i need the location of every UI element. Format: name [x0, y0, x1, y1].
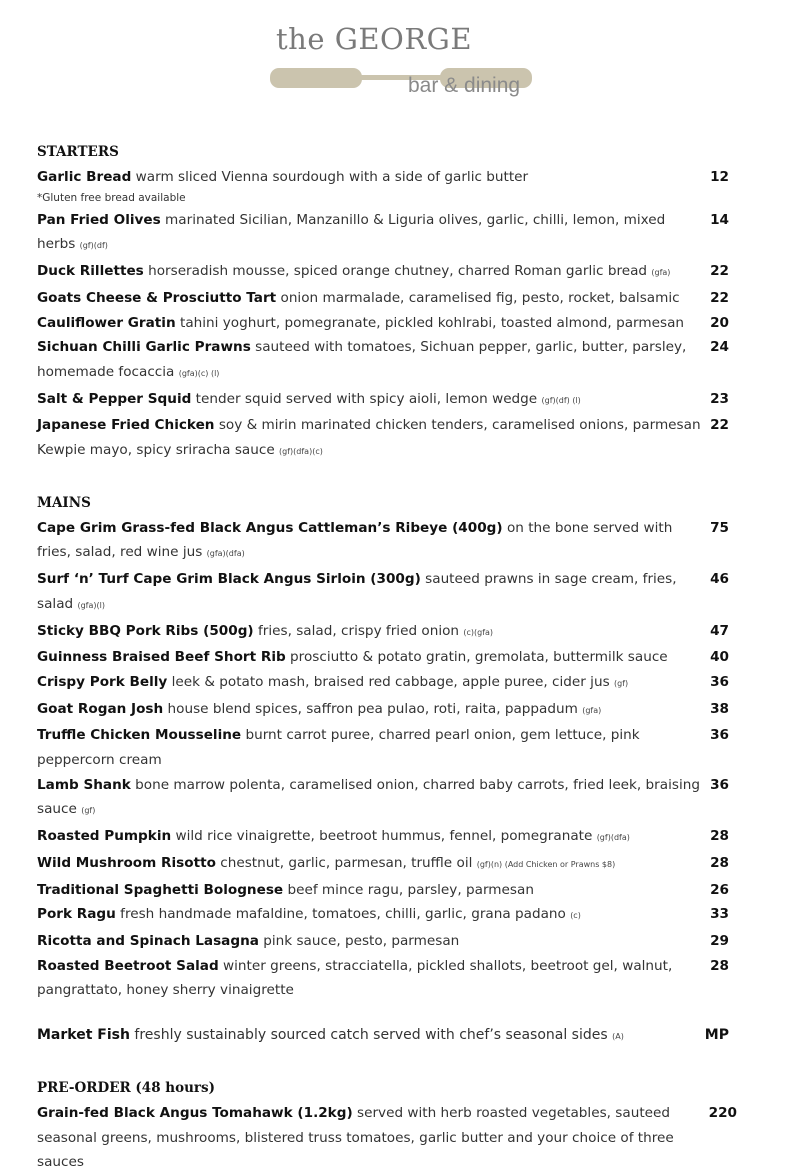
item-price: 28: [710, 957, 729, 974]
item-desc: fresh handmade mafaldine, tomatoes, chilli, garlic, grana padano: [120, 906, 566, 923]
item-price: 29: [710, 932, 729, 949]
menu-item-bolognese: [37, 878, 737, 903]
item-name: Wild Mushroom Risotto: [37, 854, 216, 871]
item-price: 36: [710, 673, 729, 690]
item-desc: tender squid served with spicy aioli, lemon wedge: [195, 390, 538, 407]
item-price: 46: [710, 571, 729, 588]
item-name: Grain-fed Black Angus Tomahawk (1.2kg): [37, 1104, 353, 1121]
menu-item-surf-n-turf: [37, 567, 737, 618]
item-desc: served with herb roasted vegetables, sauteed seasonal greens, mushrooms, blistered truss tomatoes, garlic butter and your choice of three sauces: [37, 1104, 674, 1171]
dietary-tags: (c): [570, 911, 581, 921]
menu-item-risotto: [37, 851, 737, 878]
dietary-tags: (c)(gfa): [463, 627, 494, 637]
menu-item-fried-chicken: [37, 413, 737, 464]
item-desc: leek & potato mash, braised red cabbage, apple puree, cider jus: [171, 673, 610, 690]
item-name: Garlic Bread: [37, 169, 132, 185]
item-price: 47: [710, 622, 729, 639]
item-name: Pan Fried Olives: [37, 211, 161, 228]
dietary-tags: (gf): [81, 806, 96, 816]
item-desc: beef mince ragu, parsley, parmesan: [287, 881, 534, 898]
menu-item-beetroot-salad: [37, 954, 737, 1003]
item-desc: marinated Sicilian, Manzanillo & Liguria olives, garlic, chilli, lemon, mixed herbs: [37, 211, 666, 253]
dietary-tags: (gf)(dfa): [596, 833, 630, 843]
item-price: 23: [710, 390, 729, 407]
item-price: 20: [710, 314, 729, 331]
item-desc: on the bone served with fries, salad, red wine jus: [37, 519, 673, 561]
dietary-tags: (A): [612, 1032, 624, 1042]
item-desc: burnt carrot puree, charred pearl onion, gem lettuce, pink peppercorn cream: [37, 727, 640, 769]
item-name: Traditional Spaghetti Bolognese: [37, 881, 284, 898]
menu-item-goat-rogan-josh: [37, 697, 737, 724]
menu-item-short-rib: [37, 645, 737, 670]
menu-item-pork-ragu: [37, 902, 737, 929]
item-desc: bone marrow polenta, caramelised onion, charred baby carrots, fried leek, braising sauce: [37, 776, 700, 818]
item-price: 38: [710, 700, 729, 717]
item-desc: house blend spices, saffron pea pulao, roti, raita, pappadum: [167, 700, 578, 717]
item-name: Surf ‘n’ Turf Cape Grim Black Angus Sirloin (300g): [37, 571, 421, 588]
item-desc: fries, salad, crispy fried onion: [257, 622, 460, 639]
mains-heading: MAINS: [37, 494, 91, 511]
logo: [270, 22, 540, 102]
item-desc: winter greens, stracciatella, pickled shallots, beetroot gel, walnut, pangrattato, honey sherry vinaigrette: [37, 957, 673, 999]
section-spacer: [37, 465, 737, 491]
item-name: Sichuan Chilli Garlic Prawns: [37, 339, 251, 356]
item-price: 220: [708, 1104, 737, 1121]
item-name: Cauliflower Gratin: [37, 314, 176, 331]
dietary-tags: (gf): [614, 678, 629, 688]
menu-item-pork-ribs: [37, 619, 737, 646]
item-name: Lamb Shank: [37, 776, 131, 793]
item-price: MP: [704, 1027, 729, 1044]
item-price: 26: [710, 881, 729, 898]
item-desc: prosciutto & potato gratin, gremolata, buttermilk sauce: [290, 649, 668, 666]
item-desc: soy & mirin marinated chicken tenders, caramelised onions, parmesan Kewpie mayo, spicy sriracha sauce: [37, 417, 701, 459]
item-price: 24: [710, 339, 729, 356]
menu-item-garlic-bread: [37, 165, 737, 190]
item-desc: sauteed with tomatoes, Sichuan pepper, garlic, butter, parsley, homemade focaccia: [37, 339, 687, 380]
menu-item-olives: [37, 208, 737, 259]
item-name: Pork Ragu: [37, 906, 116, 923]
item-name: Salt & Pepper Squid: [37, 390, 192, 407]
item-price: 75: [710, 519, 729, 536]
item-desc: chestnut, garlic, parmesan, truffle oil: [220, 854, 473, 871]
menu-item-ribeye: [37, 516, 737, 567]
item-name: Sticky BBQ Pork Ribs (500g): [37, 622, 254, 639]
menu-item-lasagna: [37, 929, 737, 954]
menu-item-market-fish: [37, 1023, 737, 1050]
dietary-tags: (gf)(n) (Add Chicken or Prawns $8): [476, 859, 616, 869]
item-price: 36: [710, 727, 729, 744]
menu-item-prawns: [37, 335, 737, 386]
item-desc: warm sliced Vienna sourdough with a side of garlic butter: [135, 169, 529, 185]
item-name: Ricotta and Spinach Lasagna: [37, 932, 259, 949]
dietary-tags: (gfa): [651, 268, 671, 278]
dietary-tags: (gfa)(dfa): [206, 549, 245, 559]
item-name: Goat Rogan Josh: [37, 700, 164, 717]
item-desc: sauteed prawns in sage cream, fries, salad: [37, 571, 677, 612]
item-price: 22: [710, 263, 729, 280]
menu-item-duck: [37, 259, 737, 286]
item-desc: wild rice vinaigrette, beetroot hummus, fennel, pomegranate: [175, 828, 593, 845]
menu-item-goats-cheese: [37, 286, 737, 311]
item-name: Roasted Pumpkin: [37, 828, 172, 845]
item-name: Duck Rillettes: [37, 263, 144, 280]
item-desc: freshly sustainably sourced catch served with chef’s seasonal sides: [134, 1027, 608, 1044]
item-name: Market Fish: [37, 1027, 130, 1044]
item-name: Japanese Fried Chicken: [37, 417, 215, 434]
logo-subtitle: bar & dining: [408, 74, 521, 97]
dietary-tags: (gfa)(l): [77, 600, 105, 610]
menu-item-cauliflower: [37, 311, 737, 336]
section-spacer: [37, 1050, 737, 1076]
item-price: 14: [710, 211, 729, 228]
preorder-heading: PRE-ORDER (48 hours): [37, 1079, 216, 1096]
menu: [37, 140, 737, 1175]
item-price: 28: [710, 854, 729, 871]
menu-item-chicken-mousseline: [37, 723, 737, 772]
item-desc: horseradish mousse, spiced orange chutney, charred Roman garlic bread: [148, 263, 648, 280]
logo-wordmark: the GEORGE: [276, 22, 472, 56]
dietary-tags: (gf)(dfa)(c): [279, 447, 323, 457]
item-name: Guinness Braised Beef Short Rib: [37, 649, 286, 666]
gluten-free-note: *Gluten free bread available: [37, 191, 186, 204]
item-name: Goats Cheese & Prosciutto Tart: [37, 289, 277, 306]
dietary-tags: (gfa)(c) (l): [178, 368, 220, 378]
item-price: 36: [710, 776, 729, 793]
item-price: 22: [710, 289, 729, 306]
item-spacer: [37, 1003, 737, 1023]
item-price: 12: [710, 169, 729, 185]
menu-item-lamb-shank: [37, 773, 737, 824]
item-desc: tahini yoghurt, pomegranate, pickled kohlrabi, toasted almond, parmesan: [179, 314, 685, 331]
item-name: Roasted Beetroot Salad: [37, 957, 219, 974]
dietary-tags: (gfa): [582, 705, 602, 715]
menu-item-squid: [37, 387, 737, 414]
item-price: 22: [710, 417, 729, 434]
item-desc: onion marmalade, caramelised fig, pesto, rocket, balsamic: [280, 289, 680, 306]
item-price: 33: [710, 906, 729, 923]
item-name: Cape Grim Grass-fed Black Angus Cattleman’s Ribeye (400g): [37, 519, 503, 536]
starters-heading: STARTERS: [37, 144, 119, 160]
item-desc: pink sauce, pesto, parmesan: [263, 932, 460, 949]
dietary-tags: (gf)(df): [79, 241, 108, 251]
menu-item-roasted-pumpkin: [37, 824, 737, 851]
item-price: 28: [710, 828, 729, 845]
item-price: 40: [710, 649, 729, 666]
menu-item-tomahawk: [37, 1101, 737, 1175]
menu-item-pork-belly: [37, 670, 737, 697]
item-name: Truffle Chicken Mousseline: [37, 727, 242, 744]
dietary-tags: (gf)(df) (l): [541, 395, 581, 405]
item-name: Crispy Pork Belly: [37, 673, 168, 690]
